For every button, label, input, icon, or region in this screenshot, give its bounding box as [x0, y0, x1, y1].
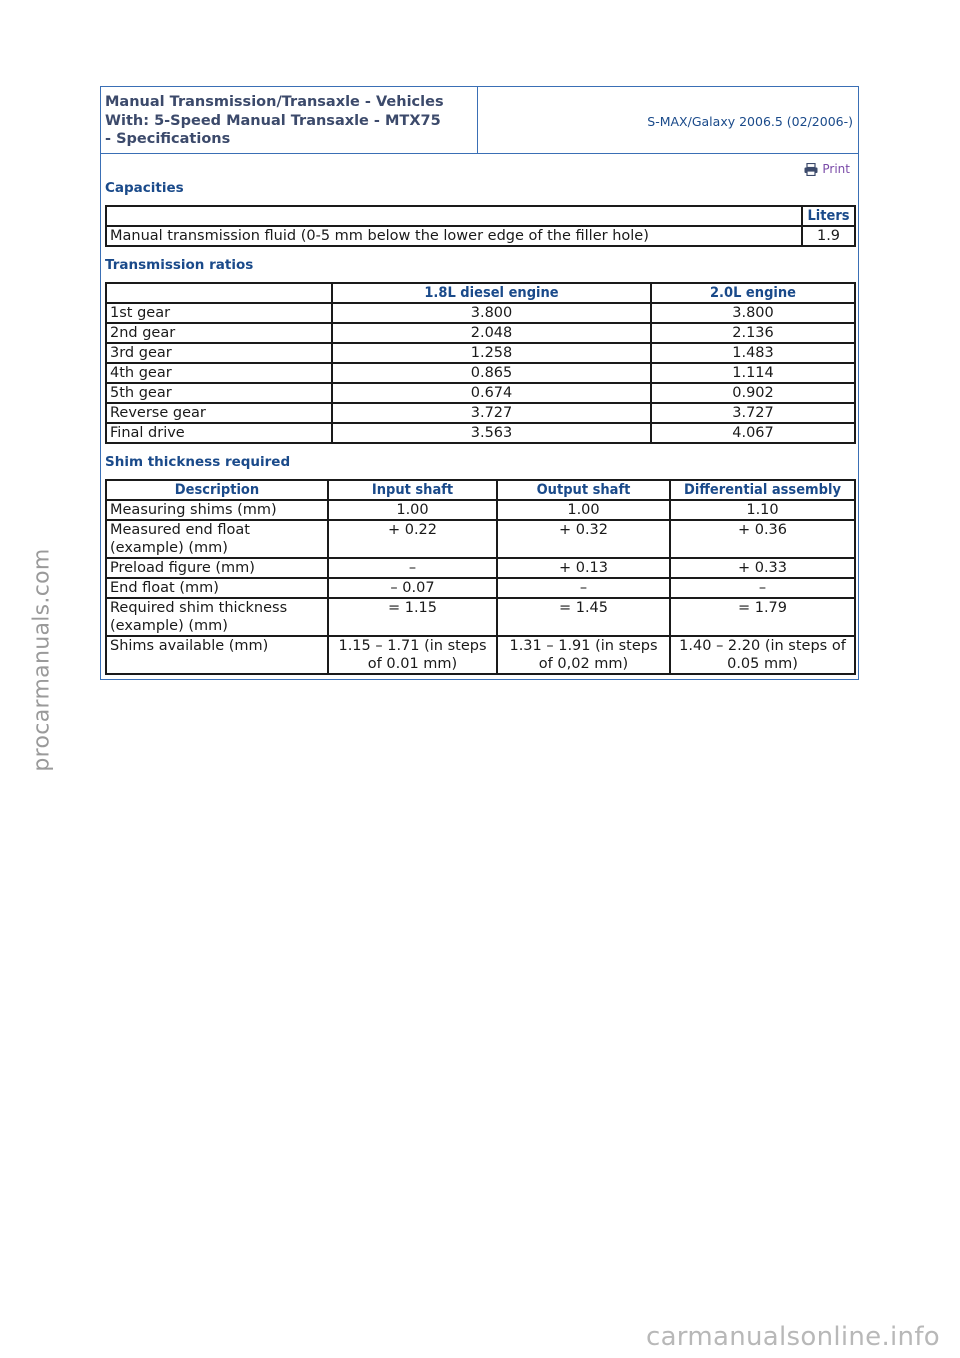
page-title	[101, 87, 478, 153]
table-header-cell: Description	[106, 480, 328, 500]
table-row	[106, 303, 855, 323]
table-cell: = 1.15	[328, 598, 497, 636]
ratios-heading: Transmission ratios	[105, 257, 254, 273]
table-header-row	[106, 480, 855, 500]
table-cell: 0.674	[332, 383, 651, 403]
table-cell: 1.00	[328, 500, 497, 520]
title-line: - Specifications	[105, 131, 231, 147]
table-cell: Final drive	[106, 423, 332, 443]
table-cell: + 0.22	[328, 520, 497, 558]
table-cell: – 0.07	[328, 578, 497, 598]
table-cell: 2.048	[332, 323, 651, 343]
table-cell: 0.865	[332, 363, 651, 383]
document-frame	[100, 86, 859, 680]
table-cell: 4.067	[651, 423, 855, 443]
table-row	[106, 500, 855, 520]
table-cell: = 1.45	[497, 598, 670, 636]
table-cell: End float (mm)	[106, 578, 328, 598]
table-header-row	[106, 283, 855, 303]
title-line: Manual Transmission/Transaxle - Vehicles	[105, 94, 444, 110]
table-row	[106, 578, 855, 598]
table-row	[106, 383, 855, 403]
table-cell: 1.15 – 1.71 (in steps of 0.01 mm)	[328, 636, 497, 674]
table-cell: 2nd gear	[106, 323, 332, 343]
document-header	[101, 87, 858, 154]
table-cell: + 0.32	[497, 520, 670, 558]
table-cell: –	[670, 578, 855, 598]
table-header-cell: Differential assembly	[670, 480, 855, 500]
table-row	[106, 403, 855, 423]
table-cell: 1.31 – 1.91 (in steps of 0,02 mm)	[497, 636, 670, 674]
table-cell: 3.727	[332, 403, 651, 423]
table-cell: 1.10	[670, 500, 855, 520]
shim-heading: Shim thickness required	[105, 454, 291, 470]
table-header-cell	[106, 283, 332, 303]
table-header-cell	[106, 206, 802, 226]
table-cell: 1.114	[651, 363, 855, 383]
table-row	[106, 363, 855, 383]
table-cell: 1.40 – 2.20 (in steps of 0.05 mm)	[670, 636, 855, 674]
table-header-cell: Liters	[802, 206, 855, 226]
table-cell: Reverse gear	[106, 403, 332, 423]
table-header-cell: Output shaft	[497, 480, 670, 500]
table-cell: 1.483	[651, 343, 855, 363]
table-row	[106, 636, 855, 674]
table-row	[106, 558, 855, 578]
ratios-table	[105, 282, 856, 444]
table-cell: 2.136	[651, 323, 855, 343]
table-row	[106, 423, 855, 443]
table-cell: + 0.36	[670, 520, 855, 558]
print-label[interactable]: Print	[822, 162, 850, 176]
table-row	[106, 323, 855, 343]
table-cell: 1.00	[497, 500, 670, 520]
table-cell: + 0.13	[497, 558, 670, 578]
printer-icon	[804, 163, 818, 176]
title-line: With: 5-Speed Manual Transaxle - MTX75	[105, 112, 441, 129]
table-cell: 0.902	[651, 383, 855, 403]
capacities-table	[105, 205, 856, 247]
table-row	[106, 520, 855, 558]
table-cell: –	[328, 558, 497, 578]
table-header-cell: 1.8L diesel engine	[332, 283, 651, 303]
table-cell: 3rd gear	[106, 343, 332, 363]
table-cell: 5th gear	[106, 383, 332, 403]
table-cell: Shims available (mm)	[106, 636, 328, 674]
table-row	[106, 598, 855, 636]
table-cell: 4th gear	[106, 363, 332, 383]
table-cell: 1.9	[802, 226, 855, 246]
table-header-cell: Input shaft	[328, 480, 497, 500]
table-cell: –	[497, 578, 670, 598]
model-label: S-MAX/Galaxy 2006.5 (02/2006-)	[647, 113, 853, 129]
table-header-cell: 2.0L engine	[651, 283, 855, 303]
table-cell: Measuring shims (mm)	[106, 500, 328, 520]
table-header-row	[106, 206, 855, 226]
table-cell: 1.258	[332, 343, 651, 363]
table-cell: 3.563	[332, 423, 651, 443]
table-cell: 3.800	[332, 303, 651, 323]
table-cell: Preload figure (mm)	[106, 558, 328, 578]
table-row	[106, 226, 855, 246]
table-cell: + 0.33	[670, 558, 855, 578]
capacities-heading: Capacities	[105, 180, 184, 196]
table-cell: = 1.79	[670, 598, 855, 636]
shim-table	[105, 479, 856, 675]
watermark-bottom: carmanualsonline.info	[645, 1322, 940, 1352]
table-cell: 3.727	[651, 403, 855, 423]
table-cell: 1st gear	[106, 303, 332, 323]
watermark-side: procarmanuals.com	[29, 548, 55, 772]
print-link[interactable]	[101, 154, 858, 176]
table-cell: Required shim thickness (example) (mm)	[106, 598, 328, 636]
table-row	[106, 343, 855, 363]
table-cell: Measured end float (example) (mm)	[106, 520, 328, 558]
table-cell: 3.800	[651, 303, 855, 323]
table-cell: Manual transmission fluid (0-5 mm below the lower edge of the filler hole)	[106, 226, 802, 246]
